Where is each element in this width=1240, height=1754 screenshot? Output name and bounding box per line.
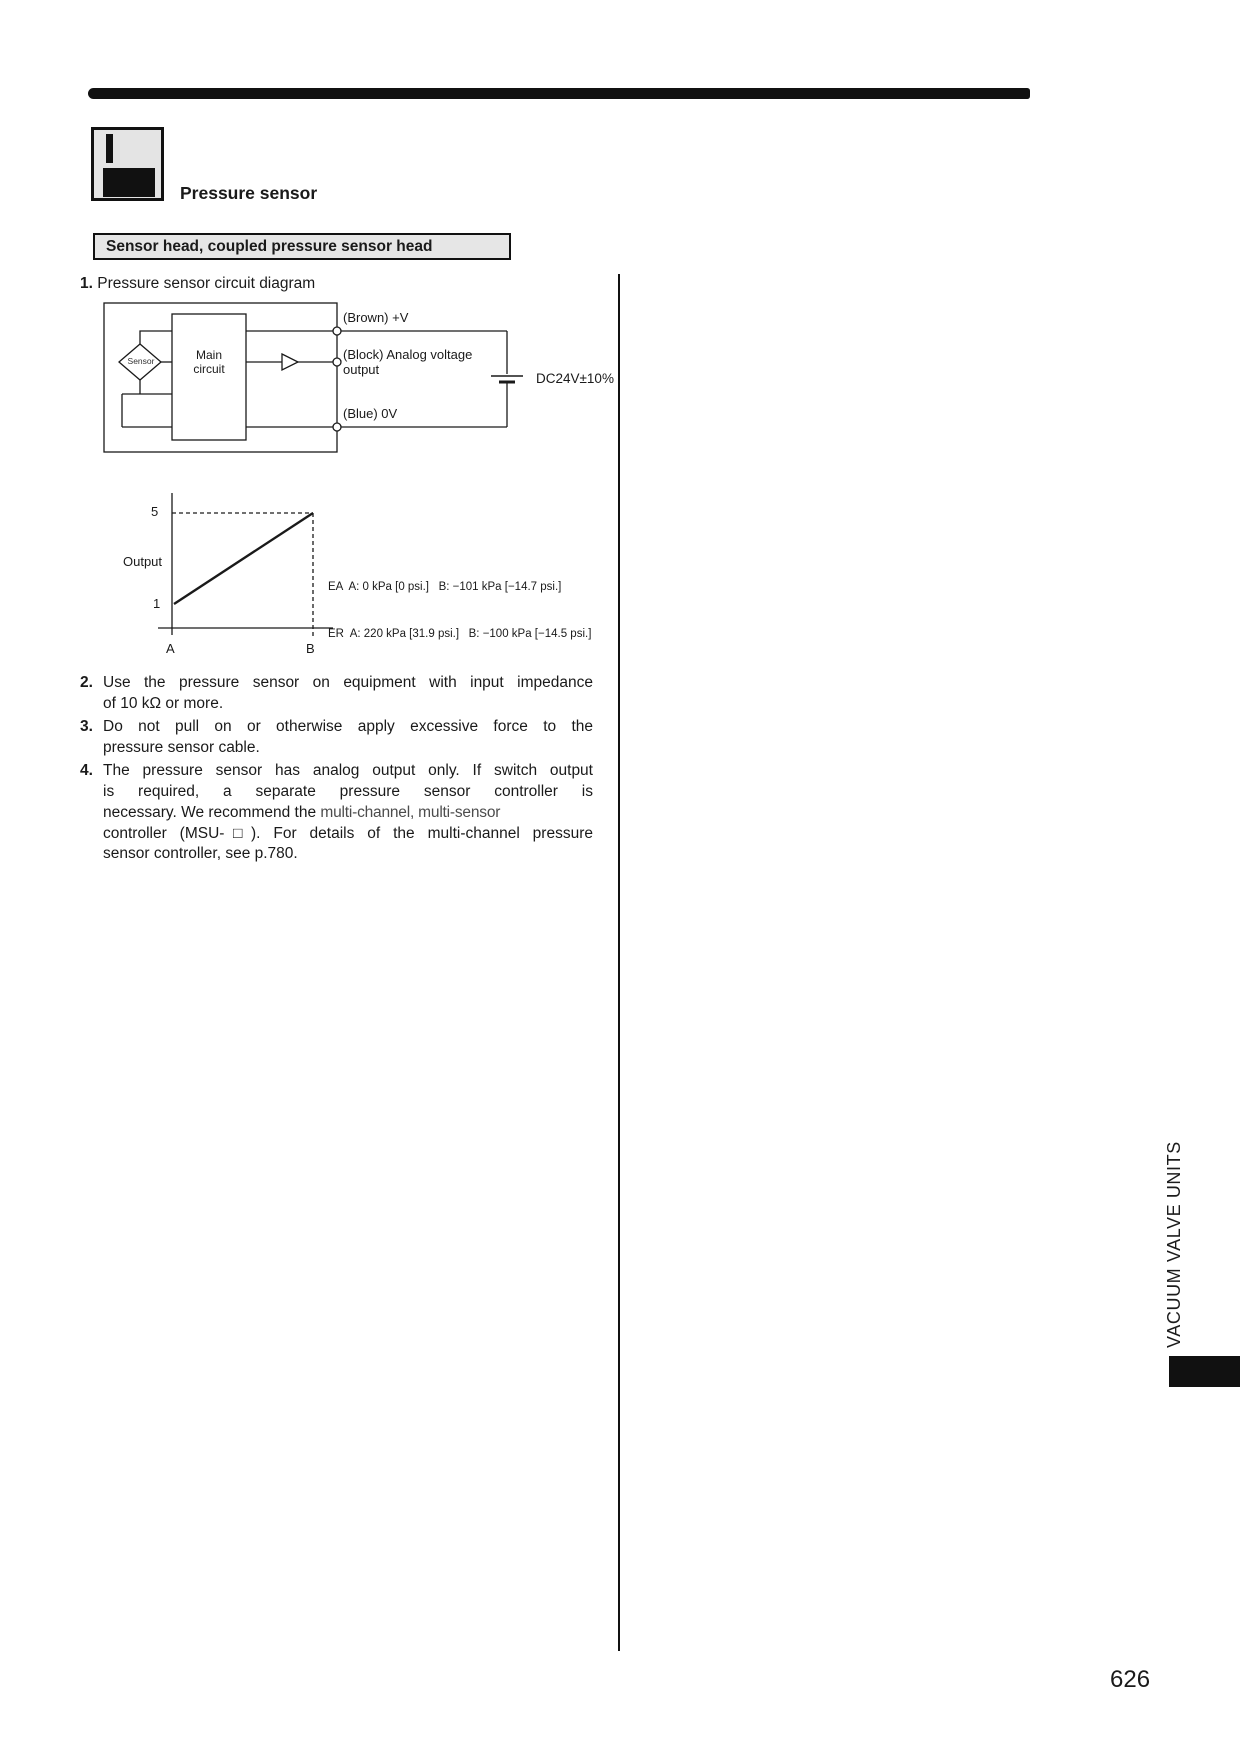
pressure-sensor-icon (91, 127, 164, 201)
top-rule (88, 88, 1030, 99)
note-3-number: 3. (80, 718, 93, 736)
side-tab-label: VACUUM VALVE UNITS (1164, 1141, 1184, 1348)
graph-annotation-ea: EA A: 0 kPa [0 psi.] B: −101 kPa [−14.7 psi.] (328, 581, 562, 593)
pressure-sensor-icon-body (103, 168, 155, 197)
note-3 (80, 717, 593, 759)
graph-xtick-b: B (306, 641, 315, 656)
side-tab-marker (1169, 1356, 1240, 1387)
terminal-black (333, 358, 341, 366)
terminal-black-label: (Block) Analog voltage output (343, 347, 473, 377)
section-header-label: Sensor head, coupled pressure sensor head (106, 238, 433, 255)
note-4-line-1: The pressure sensor has analog output only. If switch output (103, 762, 593, 780)
note-4-line-2: is required, a separate pressure sensor controller is (103, 782, 593, 800)
terminal-brown-label: (Brown) +V (343, 310, 409, 325)
note-2-number: 2. (80, 674, 93, 691)
power-supply-label: DC24V±10% (536, 371, 614, 386)
note-4-line-4: controller (MSU-□). For details of the multi-channel pressure (103, 824, 593, 842)
graph-xtick-a: A (166, 641, 175, 656)
sensor-diamond-label: Sensor (127, 356, 155, 366)
page-number: 626 (1110, 1666, 1151, 1693)
graph-annotation-er: ER A: 220 kPa [31.9 psi.] B: −100 kPa [−14.5 psi.] (328, 627, 592, 640)
note-4-number: 4. (80, 762, 93, 780)
terminal-blue-label: (Blue) 0V (343, 406, 398, 421)
note-3-line-1: Do not pull on or otherwise apply excessive force to the (103, 718, 593, 736)
note-4-line-5: sensor controller, see p.780. (103, 845, 298, 863)
note-4 (80, 761, 593, 865)
graph-ytick-1: 1 (153, 596, 161, 611)
item1-heading (80, 275, 315, 293)
terminal-brown (333, 327, 341, 335)
column-divider (618, 274, 620, 1651)
note-4-line-3 (103, 803, 593, 824)
section-header (93, 233, 511, 260)
note-2-line-2: of 10 kΩ or more. (103, 694, 224, 712)
item1-title: Pressure sensor circuit diagram (97, 275, 316, 292)
main-circuit-box (172, 314, 246, 440)
note-3-line-2: pressure sensor cable. (103, 738, 260, 756)
graph-ylabel: Output (123, 554, 163, 569)
main-circuit-label: Main circuit (193, 348, 225, 376)
pressure-sensor-icon-stem (106, 134, 113, 163)
item1-number: 1. (80, 275, 93, 292)
note-4-line-3-light: multi-channel, multi-sensor (320, 803, 501, 821)
page-title: Pressure sensor (180, 183, 318, 203)
terminal-blue (333, 423, 341, 431)
graph-ytick-5: 5 (151, 504, 159, 519)
note-2 (80, 673, 593, 715)
note-2-line-1: Use the pressure sensor on equipment with input impedance (103, 674, 593, 691)
wire-sensor-top (140, 331, 172, 345)
note-4-line-3-normal: necessary. We recommend the (103, 803, 321, 821)
graph-annotation (328, 549, 591, 673)
wire-sensor-bottom (122, 379, 172, 427)
notes-block (80, 673, 593, 868)
amplifier-triangle-icon (282, 354, 298, 370)
graph-output-line (174, 513, 313, 604)
